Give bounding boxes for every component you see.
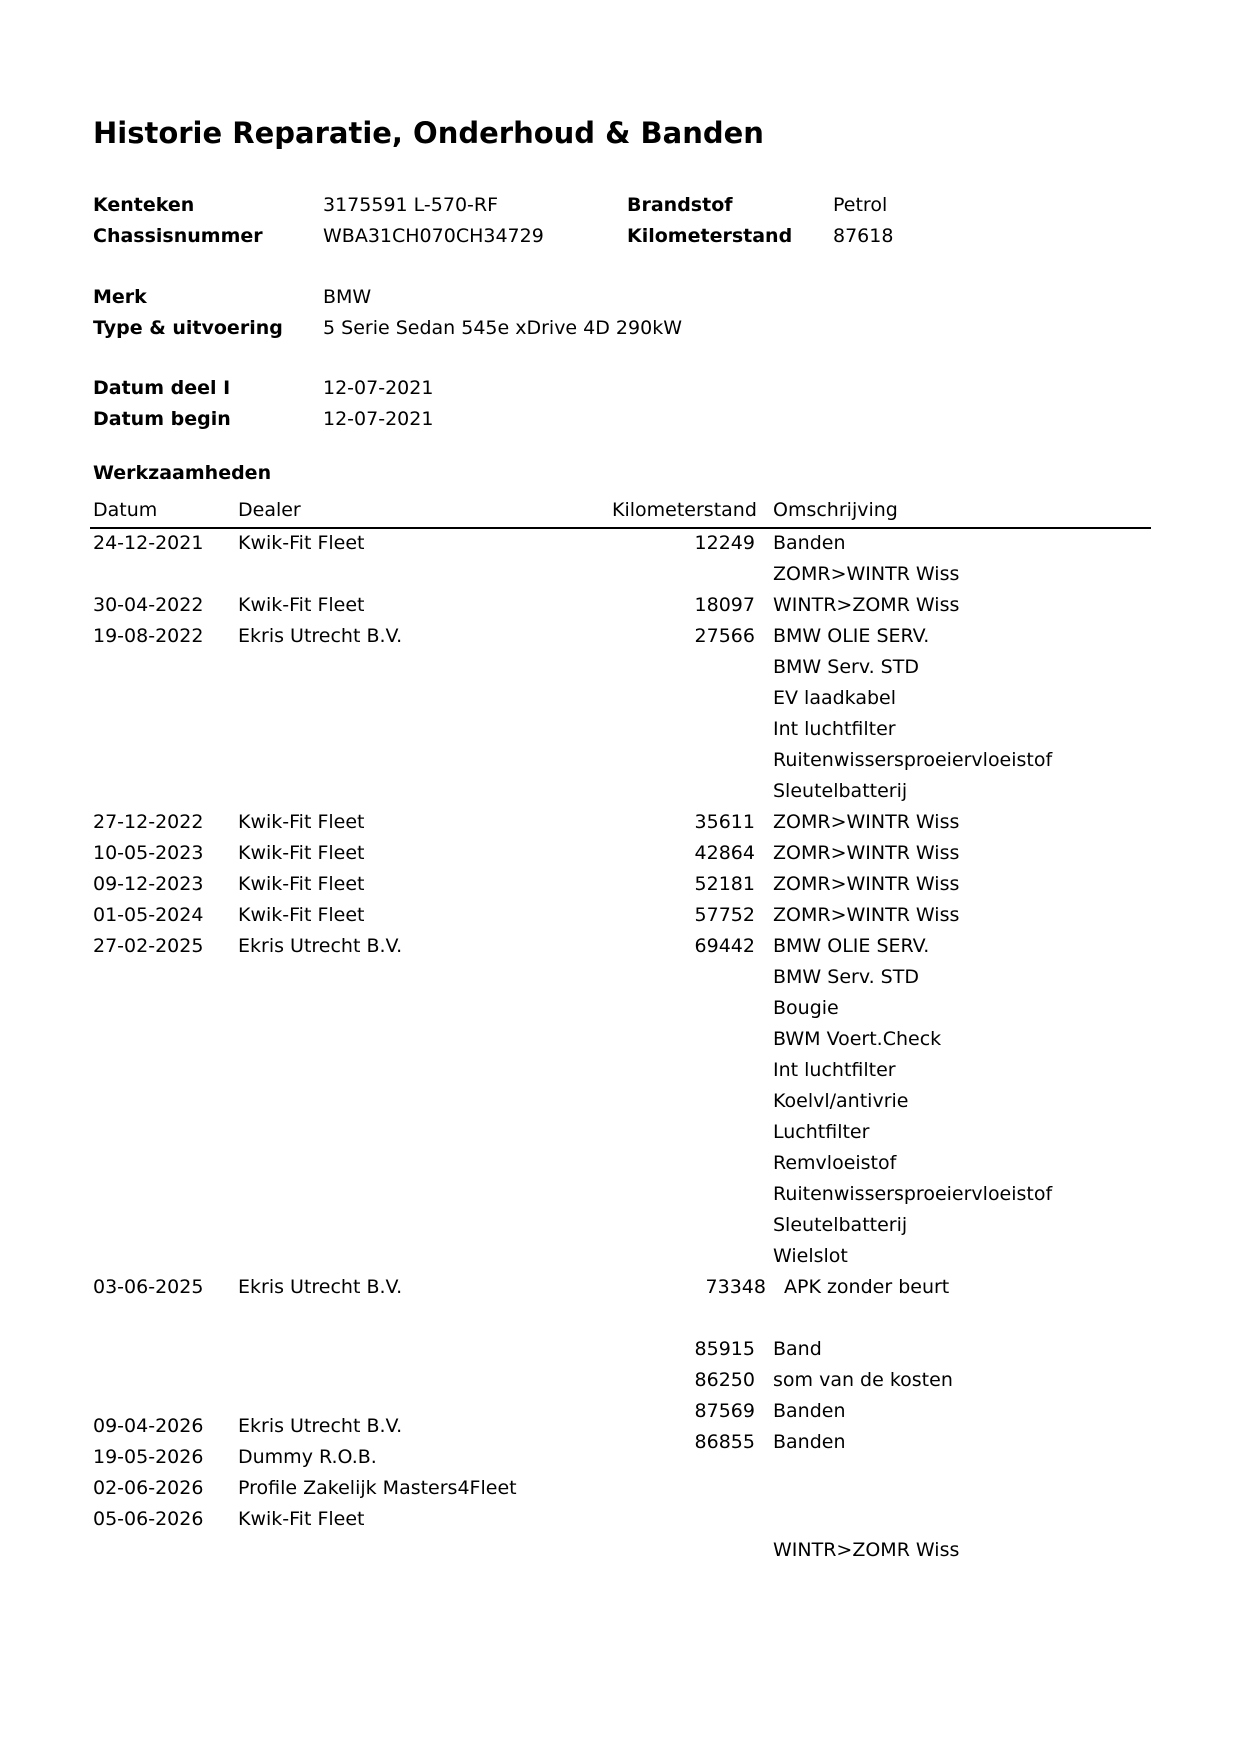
- header-omschrijving: Omschrijving: [773, 499, 898, 521]
- row-datum: 27-02-2025: [93, 935, 204, 957]
- chassis-value: WBA31CH070CH34729: [323, 225, 544, 247]
- row-omschrijving: ZOMR>WINTR Wiss: [773, 563, 960, 585]
- chassis-label: Chassisnummer: [93, 225, 263, 247]
- row-datum: 27-12-2022: [93, 811, 204, 833]
- row-kilometerstand: 86855: [694, 1431, 755, 1453]
- row-omschrijving: Bougie: [773, 997, 839, 1019]
- header-dealer: Dealer: [238, 499, 301, 521]
- kenteken-value: 3175591 L-570-RF: [323, 194, 499, 216]
- row-kilometerstand: 87569: [694, 1400, 755, 1422]
- row-dealer: Kwik-Fit Fleet: [238, 594, 365, 616]
- row-dealer: Kwik-Fit Fleet: [238, 532, 365, 554]
- row-kilometerstand: 27566: [694, 625, 755, 647]
- datum-deel-value: 12-07-2021: [323, 377, 434, 399]
- type-value: 5 Serie Sedan 545e xDrive 4D 290kW: [323, 317, 682, 339]
- datum-deel-label: Datum deel I: [93, 377, 231, 399]
- row-omschrijving: Sleutelbatterij: [773, 780, 908, 802]
- row-datum: 05-06-2026: [93, 1508, 204, 1530]
- row-kilometerstand: 86250: [694, 1369, 755, 1391]
- page-title: Historie Reparatie, Onderhoud & Banden: [93, 116, 764, 150]
- header-datum: Datum: [93, 499, 158, 521]
- row-datum: 03-06-2025: [93, 1276, 204, 1298]
- row-datum: 24-12-2021: [93, 532, 204, 554]
- row-omschrijving: Remvloeistof: [773, 1152, 897, 1174]
- row-dealer: Kwik-Fit Fleet: [238, 1508, 365, 1530]
- row-datum: 02-06-2026: [93, 1477, 204, 1499]
- row-omschrijving: EV laadkabel: [773, 687, 897, 709]
- row-kilometerstand: 85915: [694, 1338, 755, 1360]
- row-omschrijving: Koelvl/antivrie: [773, 1090, 909, 1112]
- row-datum: 10-05-2023: [93, 842, 204, 864]
- row-kilometerstand: 73348: [705, 1276, 766, 1298]
- row-omschrijving: Banden: [773, 1431, 846, 1453]
- row-omschrijving: Banden: [773, 1400, 846, 1422]
- row-datum: 19-08-2022: [93, 625, 204, 647]
- row-datum: 09-12-2023: [93, 873, 204, 895]
- kenteken-label: Kenteken: [93, 194, 195, 216]
- datum-begin-label: Datum begin: [93, 408, 231, 430]
- row-dealer: Ekris Utrecht B.V.: [238, 935, 403, 957]
- row-omschrijving: Banden: [773, 532, 846, 554]
- row-kilometerstand: 18097: [694, 594, 755, 616]
- row-dealer: Kwik-Fit Fleet: [238, 904, 365, 926]
- row-omschrijving: BMW Serv. STD: [773, 966, 919, 988]
- row-kilometerstand: 12249: [694, 532, 755, 554]
- datum-begin-value: 12-07-2021: [323, 408, 434, 430]
- kilometerstand-label: Kilometerstand: [627, 225, 793, 247]
- row-omschrijving: ZOMR>WINTR Wiss: [773, 842, 960, 864]
- row-kilometerstand: 57752: [694, 904, 755, 926]
- row-omschrijving: ZOMR>WINTR Wiss: [773, 873, 960, 895]
- row-omschrijving: Sleutelbatterij: [773, 1214, 908, 1236]
- brandstof-value: Petrol: [833, 194, 888, 216]
- header-kilometerstand: Kilometerstand: [612, 499, 757, 521]
- row-omschrijving: Band: [773, 1338, 822, 1360]
- row-omschrijving: som van de kosten: [773, 1369, 953, 1391]
- row-datum: 09-04-2026: [93, 1415, 204, 1437]
- row-kilometerstand: 35611: [694, 811, 755, 833]
- row-dealer: Kwik-Fit Fleet: [238, 873, 365, 895]
- kilometerstand-value: 87618: [833, 225, 894, 247]
- row-dealer: Dummy R.O.B.: [238, 1446, 377, 1468]
- row-dealer: Kwik-Fit Fleet: [238, 842, 365, 864]
- row-dealer: Ekris Utrecht B.V.: [238, 625, 403, 647]
- row-kilometerstand: 42864: [694, 842, 755, 864]
- row-omschrijving: ZOMR>WINTR Wiss: [773, 811, 960, 833]
- row-omschrijving: Ruitenwissersproeiervloeistof: [773, 1183, 1053, 1205]
- row-omschrijving: BMW Serv. STD: [773, 656, 919, 678]
- header-divider: [90, 527, 1151, 529]
- row-omschrijving: WINTR>ZOMR Wiss: [773, 1539, 960, 1561]
- row-datum: 30-04-2022: [93, 594, 204, 616]
- row-omschrijving: ZOMR>WINTR Wiss: [773, 904, 960, 926]
- werkzaamheden-heading: Werkzaamheden: [93, 462, 272, 484]
- row-omschrijving: WINTR>ZOMR Wiss: [773, 594, 960, 616]
- merk-value: BMW: [323, 286, 372, 308]
- row-kilometerstand: 69442: [694, 935, 755, 957]
- row-kilometerstand: 52181: [694, 873, 755, 895]
- row-omschrijving: BMW OLIE SERV.: [773, 625, 930, 647]
- row-omschrijving: Luchtfilter: [773, 1121, 870, 1143]
- row-dealer: Profile Zakelijk Masters4Fleet: [238, 1477, 517, 1499]
- row-omschrijving: Int luchtfilter: [773, 718, 896, 740]
- row-dealer: Kwik-Fit Fleet: [238, 811, 365, 833]
- row-dealer: Ekris Utrecht B.V.: [238, 1276, 403, 1298]
- row-omschrijving: APK zonder beurt: [784, 1276, 950, 1298]
- row-omschrijving: Int luchtfilter: [773, 1059, 896, 1081]
- row-datum: 19-05-2026: [93, 1446, 204, 1468]
- row-omschrijving: BMW OLIE SERV.: [773, 935, 930, 957]
- row-dealer: Ekris Utrecht B.V.: [238, 1415, 403, 1437]
- merk-label: Merk: [93, 286, 147, 308]
- row-omschrijving: Wielslot: [773, 1245, 848, 1267]
- row-omschrijving: Ruitenwissersproeiervloeistof: [773, 749, 1053, 771]
- row-omschrijving: BWM Voert.Check: [773, 1028, 942, 1050]
- brandstof-label: Brandstof: [627, 194, 733, 216]
- type-label: Type & uitvoering: [93, 317, 283, 339]
- row-datum: 01-05-2024: [93, 904, 204, 926]
